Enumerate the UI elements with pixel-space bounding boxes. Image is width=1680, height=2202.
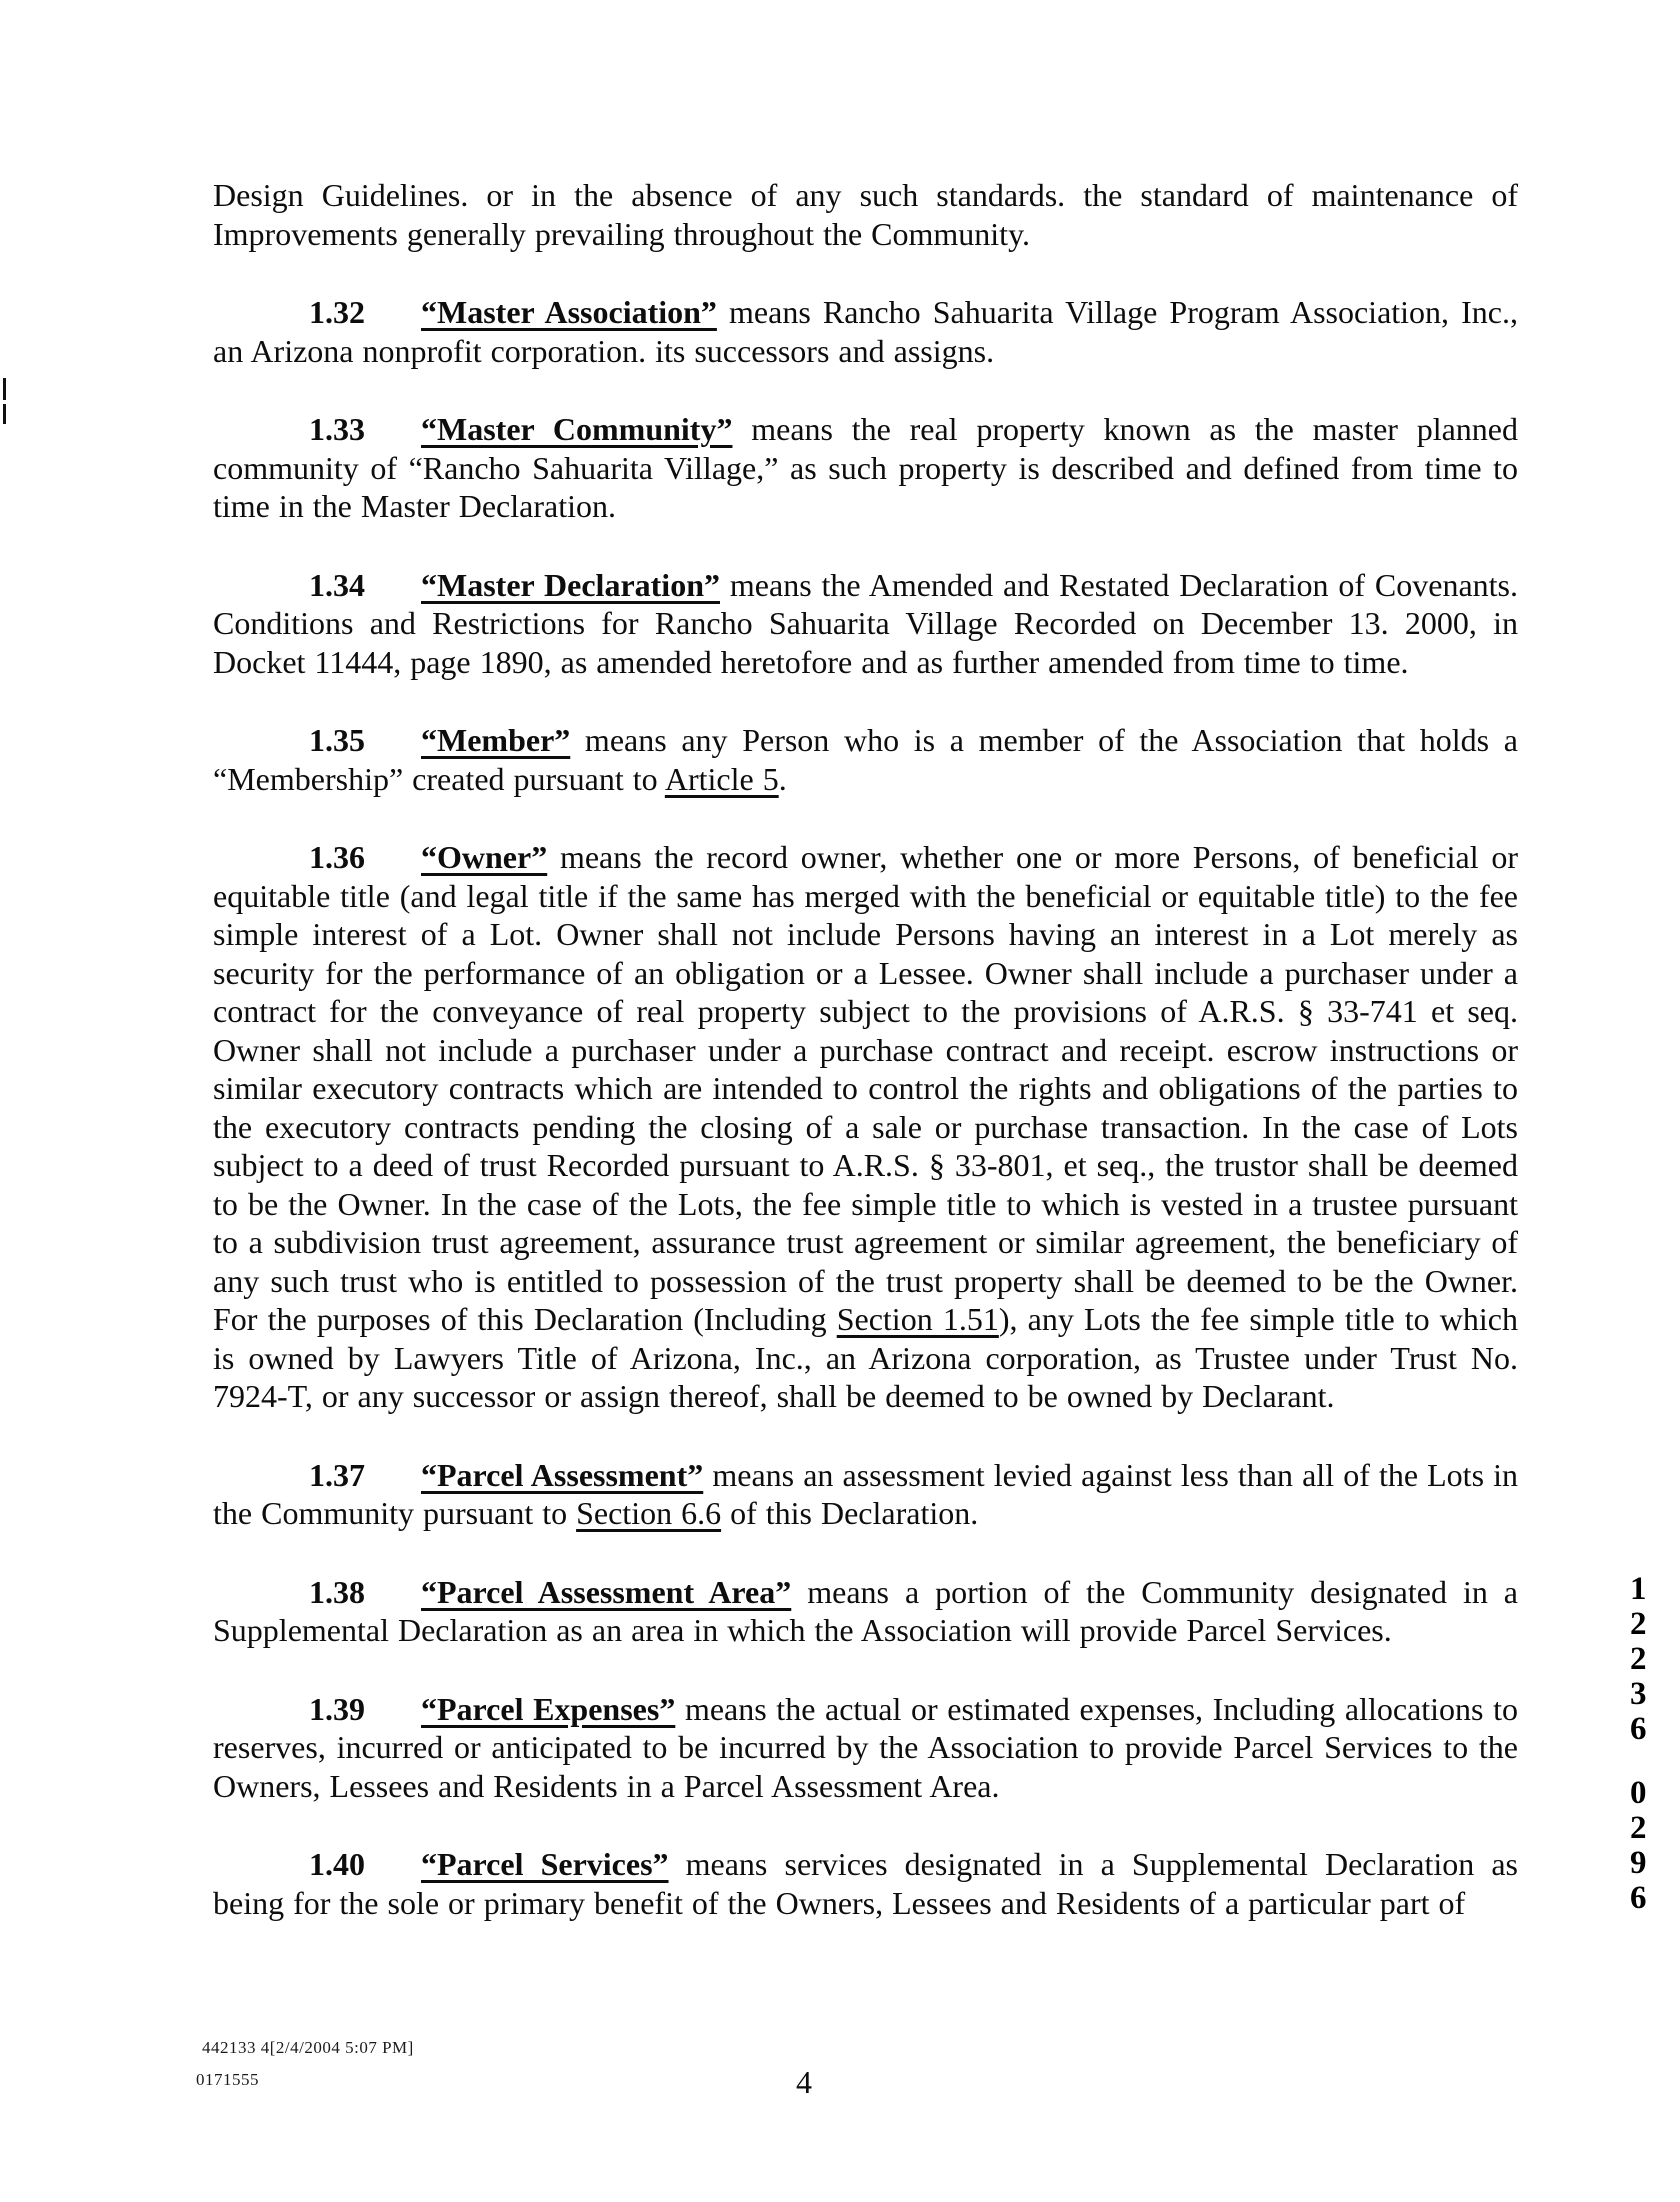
body-text: means an assessment levied against less than all of the Lots in the Community pursuant to (213, 1456, 1519, 1531)
body-text: means the actual or estimated expenses, Including allocations to reserves, incurred or anticipated to be incurred by the Association to provide Parcel Services to the Owners, Lessees and Residents in a Parcel Assessment Area. (213, 1690, 1518, 1804)
section-number: 1.40 (309, 1846, 365, 1882)
section-paragraph-1.32 (213, 293, 1518, 370)
section-number: 1.34 (309, 566, 365, 603)
body-text: means the real property known as the master planned community of “Rancho Sahuarita Village,” as such property is described and defined from time to time in the Master Declaration. (213, 411, 1519, 524)
section-number: 1.32 (309, 294, 365, 330)
body-text: of this Declaration. (721, 1495, 979, 1531)
section-paragraph-1.34 (213, 566, 1518, 682)
defined-term: “Member” (421, 722, 571, 758)
body-text: . (778, 760, 787, 797)
section-number: 1.36 (309, 839, 365, 875)
section-paragraph-1.37 (213, 1456, 1518, 1533)
body-text: ), any Lots the fee simple title to which is owned by Lawyers Title of Arizona, Inc., an Arizona corporation, as Trustee under Trust No. 7924-T, or any successor or assign thereof, shall be deemed to be owned by Declarant. (213, 1301, 1519, 1414)
section-paragraph-1.39 (213, 1690, 1518, 1806)
stamp-digit: 1 (1630, 1571, 1647, 1607)
page-number: 4 (796, 2064, 812, 2100)
defined-term: “Parcel Assessment Area” (421, 1573, 792, 1610)
section-number: 1.35 (309, 722, 365, 758)
cross-reference: Section 6.6 (576, 1495, 722, 1531)
section-paragraph-1.38 (213, 1573, 1518, 1650)
defined-term: “Parcel Assessment” (421, 1456, 704, 1493)
margin-revision-bar (3, 404, 6, 424)
body-text: Design Guidelines. or in the absence of any such standards. the standard of maintenance of Improvements generally prevailing throughout the Community. (213, 177, 1518, 252)
defined-term: “Master Declaration” (421, 566, 720, 603)
footer-file-number: 0171555 (196, 2070, 259, 2089)
defined-term: “Parcel Expenses” (421, 1690, 676, 1727)
section-paragraph-1.36 (213, 838, 1518, 1416)
footer-doc-id: 442133 4[2/4/2004 5:07 PM] (202, 2038, 414, 2057)
stamp-digit: 6 (1630, 1880, 1647, 1916)
stamp-digit: 3 (1630, 1676, 1647, 1712)
document-body (213, 176, 1518, 1922)
body-text: means the Amended and Restated Declaration of Covenants. Conditions and Restrictions for Rancho Sahuarita Village Recorded on December 13. 2000, in Docket 11444, page 1890, as amended heretofore and as further amended from time to time. (213, 566, 1519, 680)
stamp-digit: 2 (1630, 1641, 1647, 1677)
margin-revision-bar (3, 378, 6, 400)
defined-term: “Master Community” (421, 411, 733, 447)
cross-reference: Article 5 (664, 760, 779, 797)
cross-reference: Section 1.51 (836, 1301, 999, 1337)
section-paragraph-1.33 (213, 410, 1518, 526)
stamp-digit: 0 (1630, 1775, 1647, 1811)
section-number: 1.37 (309, 1456, 365, 1493)
defined-term: “Owner” (421, 839, 548, 875)
section-paragraph-1.35 (213, 721, 1518, 798)
section-number: 1.39 (309, 1690, 365, 1727)
stamp-digit: 2 (1630, 1810, 1647, 1846)
body-text: means services designated in a Supplemental Declaration as being for the sole or primary benefit of the Owners, Lessees and Residents of a particular part of (213, 1846, 1519, 1921)
defined-term: “Master Association” (421, 294, 717, 330)
stamp-digit: 6 (1630, 1711, 1647, 1747)
body-text: means any Person who is a member of the Association that holds a “Membership” created pursuant to (213, 722, 1518, 797)
recording-stamp-docket (1630, 1572, 1670, 1747)
body-text: means the record owner, whether one or more Persons, of beneficial or equitable title (and legal title if the same has merged with the beneficial or equitable title) to the fee simple interest of a Lot. Owner shall not include Persons having an interest in a Lot merely as security for the performance of an obligation or a Lessee. Owner shall include a purchaser under a contract for the conveyance of real property subject to the provisions of A.R.S. § 33-741 et seq. Owner shall not include a purchaser under a purchase contract and receipt. escrow instructions or similar executory contracts which are intended to control the rights and obligations of the parties to the executory contracts pending the closing of a sale or purchase transaction. In the case of Lots subject to a deed of trust Recorded pursuant to A.R.S. § 33-801, et seq., the trustor shall be deemed to be the Owner. In the case of the Lots, the fee simple title to which is vested in a trustee pursuant to a subdivision trust agreement, assurance trust agreement or similar agreement, the beneficiary of any such trust who is entitled to possession of the trust property shall be deemed to be the Owner. For the purposes of this Declaration (Including (213, 839, 1518, 1337)
recording-stamp-page (1630, 1776, 1670, 1916)
stamp-digit: 9 (1630, 1845, 1647, 1881)
section-number: 1.38 (309, 1573, 365, 1610)
body-text: means Rancho Sahuarita Village Program Association, Inc., an Arizona nonprofit corporation. its successors and assigns. (213, 294, 1518, 369)
stamp-digit: 2 (1630, 1606, 1647, 1642)
continuation-paragraph (213, 176, 1518, 253)
body-text: means a portion of the Community designated in a Supplemental Declaration as an area in which the Association will provide Parcel Services. (213, 1573, 1519, 1648)
defined-term: “Parcel Services” (421, 1846, 669, 1882)
section-paragraph-1.40 (213, 1845, 1518, 1922)
section-number: 1.33 (309, 411, 365, 447)
